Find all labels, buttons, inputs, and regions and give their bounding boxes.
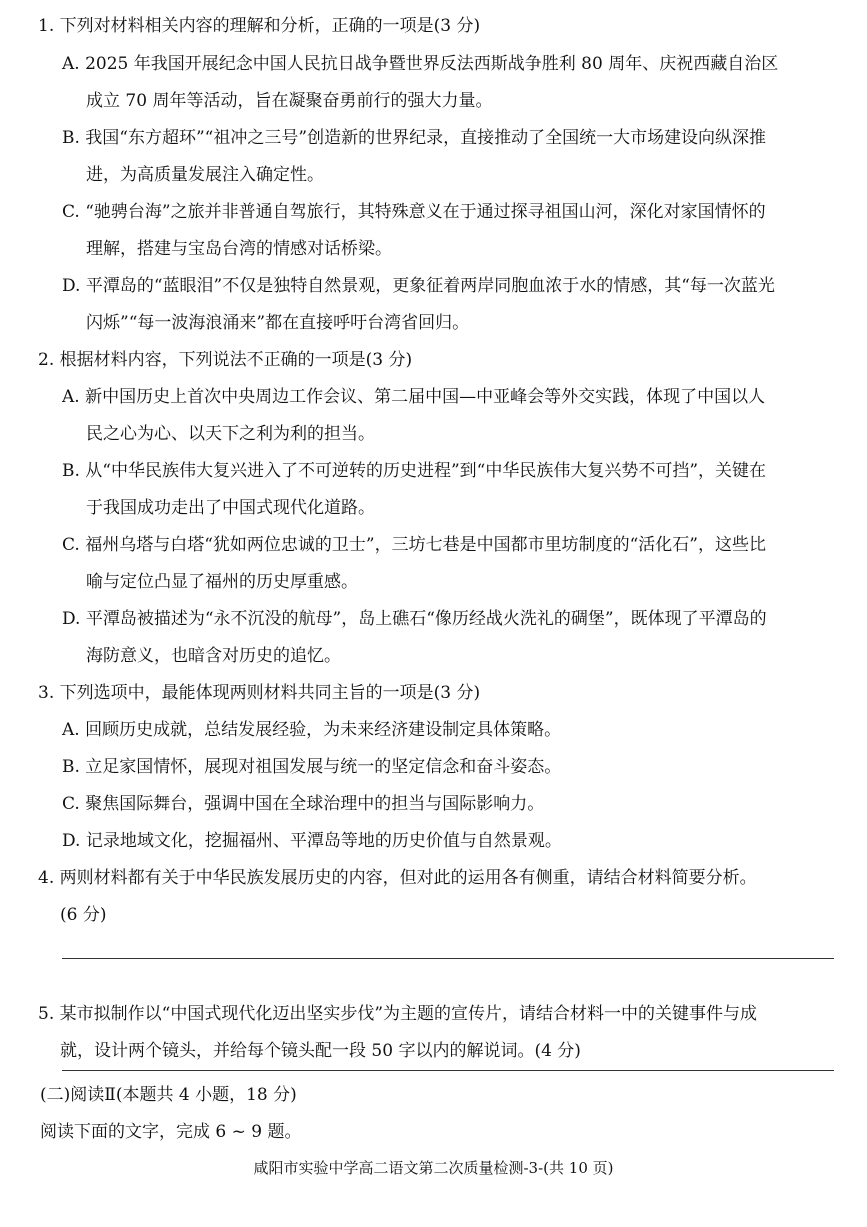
question-2-option-a-line-2: 民之心为心、以天下之利为利的担当。 <box>86 424 375 444</box>
question-2-option-a-line-1: A. 新中国历史上首次中央周边工作会议、第二届中国—中亚峰会等外交实践，体现了中国以人 <box>62 387 766 407</box>
page-footer: 咸阳市实验中学高二语文第二次质量检测-3-(共 10 页) <box>253 1159 614 1177</box>
question-2-option-c-line-2: 喻与定位凸显了福州的历史厚重感。 <box>86 572 358 592</box>
section-instruction: 阅读下面的文字，完成 6 ~ 9 题。 <box>40 1122 302 1142</box>
question-3-option-a: A. 回顾历史成就，总结发展经验，为未来经济建设制定具体策略。 <box>62 720 562 740</box>
question-3-option-c: C. 聚焦国际舞台，强调中国在全球治理中的担当与国际影响力。 <box>62 794 545 814</box>
question-1-option-d-line-1: D. 平潭岛的“蓝眼泪”不仅是独特自然景观，更象征着两岸同胞血浓于水的情感，其“每一次蓝光 <box>62 276 775 296</box>
question-1-option-b-line-2: 进，为高质量发展注入确定性。 <box>86 165 324 185</box>
question-3-stem: 3. 下列选项中，最能体现两则材料共同主旨的一项是(3 分) <box>38 683 481 703</box>
question-5-stem-cont: 就，设计两个镜头，并给每个镜头配一段 50 字以内的解说词。(4 分) <box>60 1041 581 1061</box>
question-1-option-d-line-2: 闪烁”“每一波海浪涌来”都在直接呼吁台湾省回归。 <box>86 313 470 333</box>
question-1-option-c-line-2: 理解，搭建与宝岛台湾的情感对话桥梁。 <box>86 239 392 259</box>
question-4-answer-line[interactable] <box>62 958 834 959</box>
question-2-option-b-line-1: B. 从“中华民族伟大复兴进入了不可逆转的历史进程”到“中华民族伟大复兴势不可挡”，关键在 <box>62 461 767 481</box>
question-2-option-c-line-1: C. 福州乌塔与白塔“犹如两位忠诚的卫士”，三坊七巷是中国都市里坊制度的“活化石”，这些比 <box>62 535 766 555</box>
question-2-stem: 2. 根据材料内容，下列说法不正确的一项是(3 分) <box>38 350 413 370</box>
question-2-option-b-line-2: 于我国成功走出了中国式现代化道路。 <box>86 498 375 518</box>
question-1-option-c-line-1: C. “驰骋台海”之旅并非普通自驾旅行，其特殊意义在于通过探寻祖国山河，深化对家国情怀的 <box>62 202 766 222</box>
question-3-option-d: D. 记录地域文化，挖掘福州、平潭岛等地的历史价值与自然景观。 <box>62 831 562 851</box>
question-1-option-a-line-2: 成立 70 周年等活动，旨在凝聚奋勇前行的强大力量。 <box>86 91 493 111</box>
question-2-option-d-line-1: D. 平潭岛被描述为“永不沉没的航母”，岛上礁石“像历经战火洗礼的碉堡”，既体现了平潭岛的 <box>62 609 767 629</box>
question-1-option-a-line-1: A. 2025 年我国开展纪念中国人民抗日战争暨世界反法西斯战争胜利 80 周年、庆祝西藏自治区 <box>62 54 779 74</box>
question-3-option-b: B. 立足家国情怀，展现对祖国发展与统一的坚定信念和奋斗姿态。 <box>62 757 562 777</box>
section-heading: (二)阅读Ⅱ(本题共 4 小题，18 分) <box>40 1085 297 1105</box>
question-5-answer-line[interactable] <box>62 1070 834 1071</box>
question-4-points: (6 分) <box>60 905 107 925</box>
question-1-stem: 1. 下列对材料相关内容的理解和分析，正确的一项是(3 分) <box>38 16 481 36</box>
question-5-stem: 5. 某市拟制作以“中国式现代化迈出坚实步伐”为主题的宣传片，请结合材料一中的关键事件与成 <box>38 1004 758 1024</box>
question-2-option-d-line-2: 海防意义，也暗含对历史的追忆。 <box>86 646 341 666</box>
question-4-stem: 4. 两则材料都有关于中华民族发展历史的内容，但对此的运用各有侧重，请结合材料简要分析。 <box>38 868 757 888</box>
question-1-option-b-line-1: B. 我国“东方超环”“祖冲之三号”创造新的世界纪录，直接推动了全国统一大市场建设向纵深推 <box>62 128 767 148</box>
